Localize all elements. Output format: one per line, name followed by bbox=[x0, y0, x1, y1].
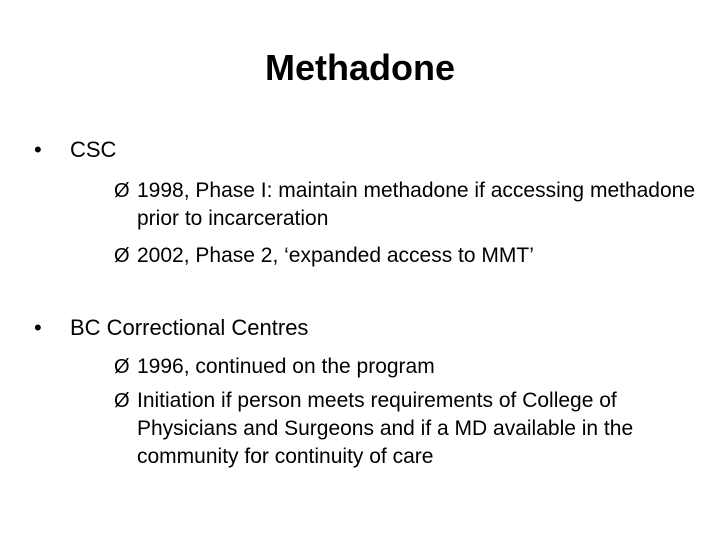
bullet-icon: • bbox=[34, 137, 42, 162]
sub-bullet-item bbox=[114, 177, 714, 233]
bullet-item-bc-correctional-centres bbox=[34, 314, 308, 342]
sub-bullet-item bbox=[114, 387, 694, 471]
sub-bullet-text: 1996, continued on the program bbox=[137, 355, 435, 378]
arrow-bullet-icon: Ø bbox=[114, 180, 130, 202]
sub-bullet-text: 1998, Phase I: maintain methadone if accessing methadone prior to incarceration bbox=[137, 179, 696, 230]
sub-bullet-text: 2002, Phase 2, ‘expanded access to MMT’ bbox=[137, 244, 534, 267]
slide-title: Methadone bbox=[264, 47, 455, 88]
arrow-bullet-icon: Ø bbox=[114, 245, 130, 267]
bullet-item-csc bbox=[34, 136, 116, 164]
bullet-label: BC Correctional Centres bbox=[70, 315, 309, 340]
bullet-icon: • bbox=[34, 315, 42, 340]
sub-bullet-item bbox=[114, 353, 694, 381]
sub-bullet-text: Initiation if person meets requirements of College of Physicians and Surgeons and if a MD available in the community for continuity of care bbox=[137, 389, 634, 468]
sub-bullet-item bbox=[114, 242, 714, 270]
arrow-bullet-icon: Ø bbox=[114, 356, 130, 378]
arrow-bullet-icon: Ø bbox=[114, 390, 130, 412]
bullet-label: CSC bbox=[70, 137, 117, 162]
